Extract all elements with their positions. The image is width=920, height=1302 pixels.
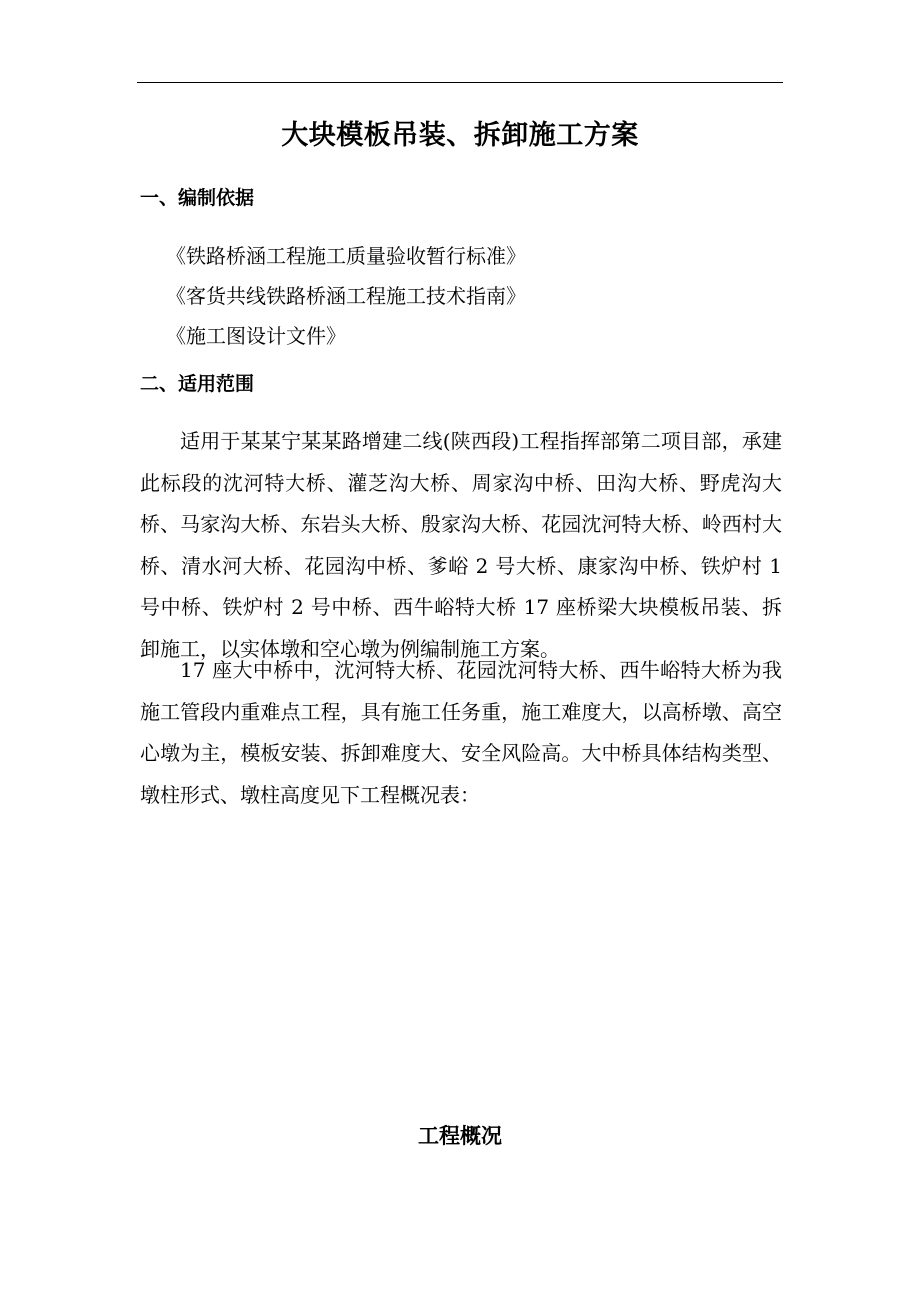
reference-item: 《客货共线铁路桥涵工程施工技术指南》	[166, 284, 526, 308]
section-heading-basis: 一、编制依据	[140, 187, 255, 209]
scope-paragraph: 17 座大中桥中，沈河特大桥、花园沈河特大桥、西牛峪特大桥为我施工管段内重难点工程，具有施工任务重，施工难度大，以高桥墩、高空心墩为主，模板安装、拆卸难度大、安全风险高。大中桥具体结构类型、墩柱形式、墩柱高度见下工程概况表：	[140, 658, 782, 807]
reference-item: 《施工图设计文件》	[166, 324, 346, 348]
section-heading-scope: 二、适用范围	[140, 373, 255, 395]
document-title: 大块模板吊装、拆卸施工方案	[281, 120, 639, 151]
header-rule	[137, 82, 783, 83]
reference-list	[166, 236, 526, 356]
reference-item: 《铁路桥涵工程施工质量验收暂行标准》	[166, 244, 526, 268]
scope-paragraph: 适用于某某宁某某路增建二线(陕西段)工程指挥部第二项目部，承建此标段的沈河特大桥、灌芝沟大桥、周家沟中桥、田沟大桥、野虎沟大桥、马家沟大桥、东岩头大桥、殷家沟大桥、花园沈河特大桥、岭西村大桥、清水河大桥、花园沟中桥、爹峪 2 号大桥、康家沟中桥、铁炉村 1 号中桥、铁炉村 2 号中桥、西牛峪特大桥 17 座桥梁大块模板吊装、拆卸施工，以实体墩和空心墩为例编制施工方案。	[140, 429, 782, 661]
table-caption: 工程概况	[418, 1124, 502, 1148]
